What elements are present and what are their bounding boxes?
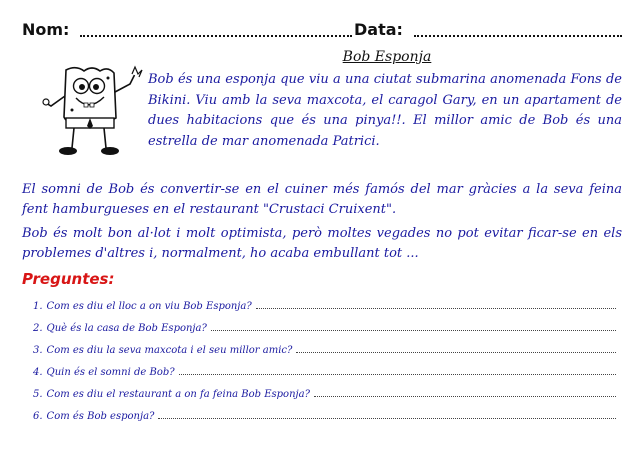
question-number: 1. bbox=[33, 301, 43, 312]
answer-line[interactable] bbox=[179, 374, 616, 375]
name-blank bbox=[80, 35, 352, 37]
intro-paragraph: Bob és una esponja que viu a una ciutat submarina anomenada Fons de Bikini. Viu amb la seva maxcota, el caragol Gary, en un apartament de dues habitacions que és una pinya!!. El millor amic de Bob és una estrella de mar anomenada Patrici. bbox=[148, 72, 622, 149]
question-5 bbox=[33, 382, 616, 400]
question-number: 3. bbox=[33, 345, 43, 356]
question-1 bbox=[33, 294, 616, 312]
question-number: 2. bbox=[33, 323, 43, 334]
question-text: Què és la casa de Bob Esponja? bbox=[46, 323, 207, 334]
question-6 bbox=[33, 404, 616, 422]
answer-line[interactable] bbox=[158, 418, 616, 419]
answer-line[interactable] bbox=[256, 308, 616, 309]
question-text: Com es diu el restaurant a on fa feina Bob Esponja? bbox=[46, 389, 310, 400]
question-text: Com es diu la seva maxcota i el seu millor amic? bbox=[46, 345, 293, 356]
page-title: Bob Esponja bbox=[342, 49, 432, 65]
question-3 bbox=[33, 338, 616, 356]
question-text: Quin és el somni de Bob? bbox=[46, 367, 175, 378]
name-label: Nom: bbox=[22, 20, 70, 39]
spongebob-illustration bbox=[40, 62, 145, 162]
worksheet-header bbox=[22, 20, 622, 42]
date-blank bbox=[414, 35, 622, 37]
question-number: 6. bbox=[33, 411, 43, 422]
question-text: Com es diu el lloc a on viu Bob Esponja? bbox=[46, 301, 252, 312]
question-number: 5. bbox=[33, 389, 43, 400]
question-text: Com és Bob esponja? bbox=[46, 411, 155, 422]
date-label: Data: bbox=[354, 20, 403, 39]
answer-line[interactable] bbox=[314, 396, 616, 397]
question-4 bbox=[33, 360, 616, 378]
questions-heading: Preguntes: bbox=[22, 270, 115, 288]
character-paragraph: Bob és molt bon al·lot i molt optimista, però moltes vegades no pot evitar ficar-se en els problemes d'altres i, normalment, ho acaba embullant tot ... bbox=[22, 226, 622, 261]
question-number: 4. bbox=[33, 367, 43, 378]
question-2 bbox=[33, 316, 616, 334]
answer-line[interactable] bbox=[296, 352, 616, 353]
dream-paragraph: El somni de Bob és convertir-se en el cuiner més famós del mar gràcies a la seva feina fent hamburgueses en el restaurant "Crustaci Cruixent". bbox=[22, 182, 622, 217]
answer-line[interactable] bbox=[211, 330, 616, 331]
